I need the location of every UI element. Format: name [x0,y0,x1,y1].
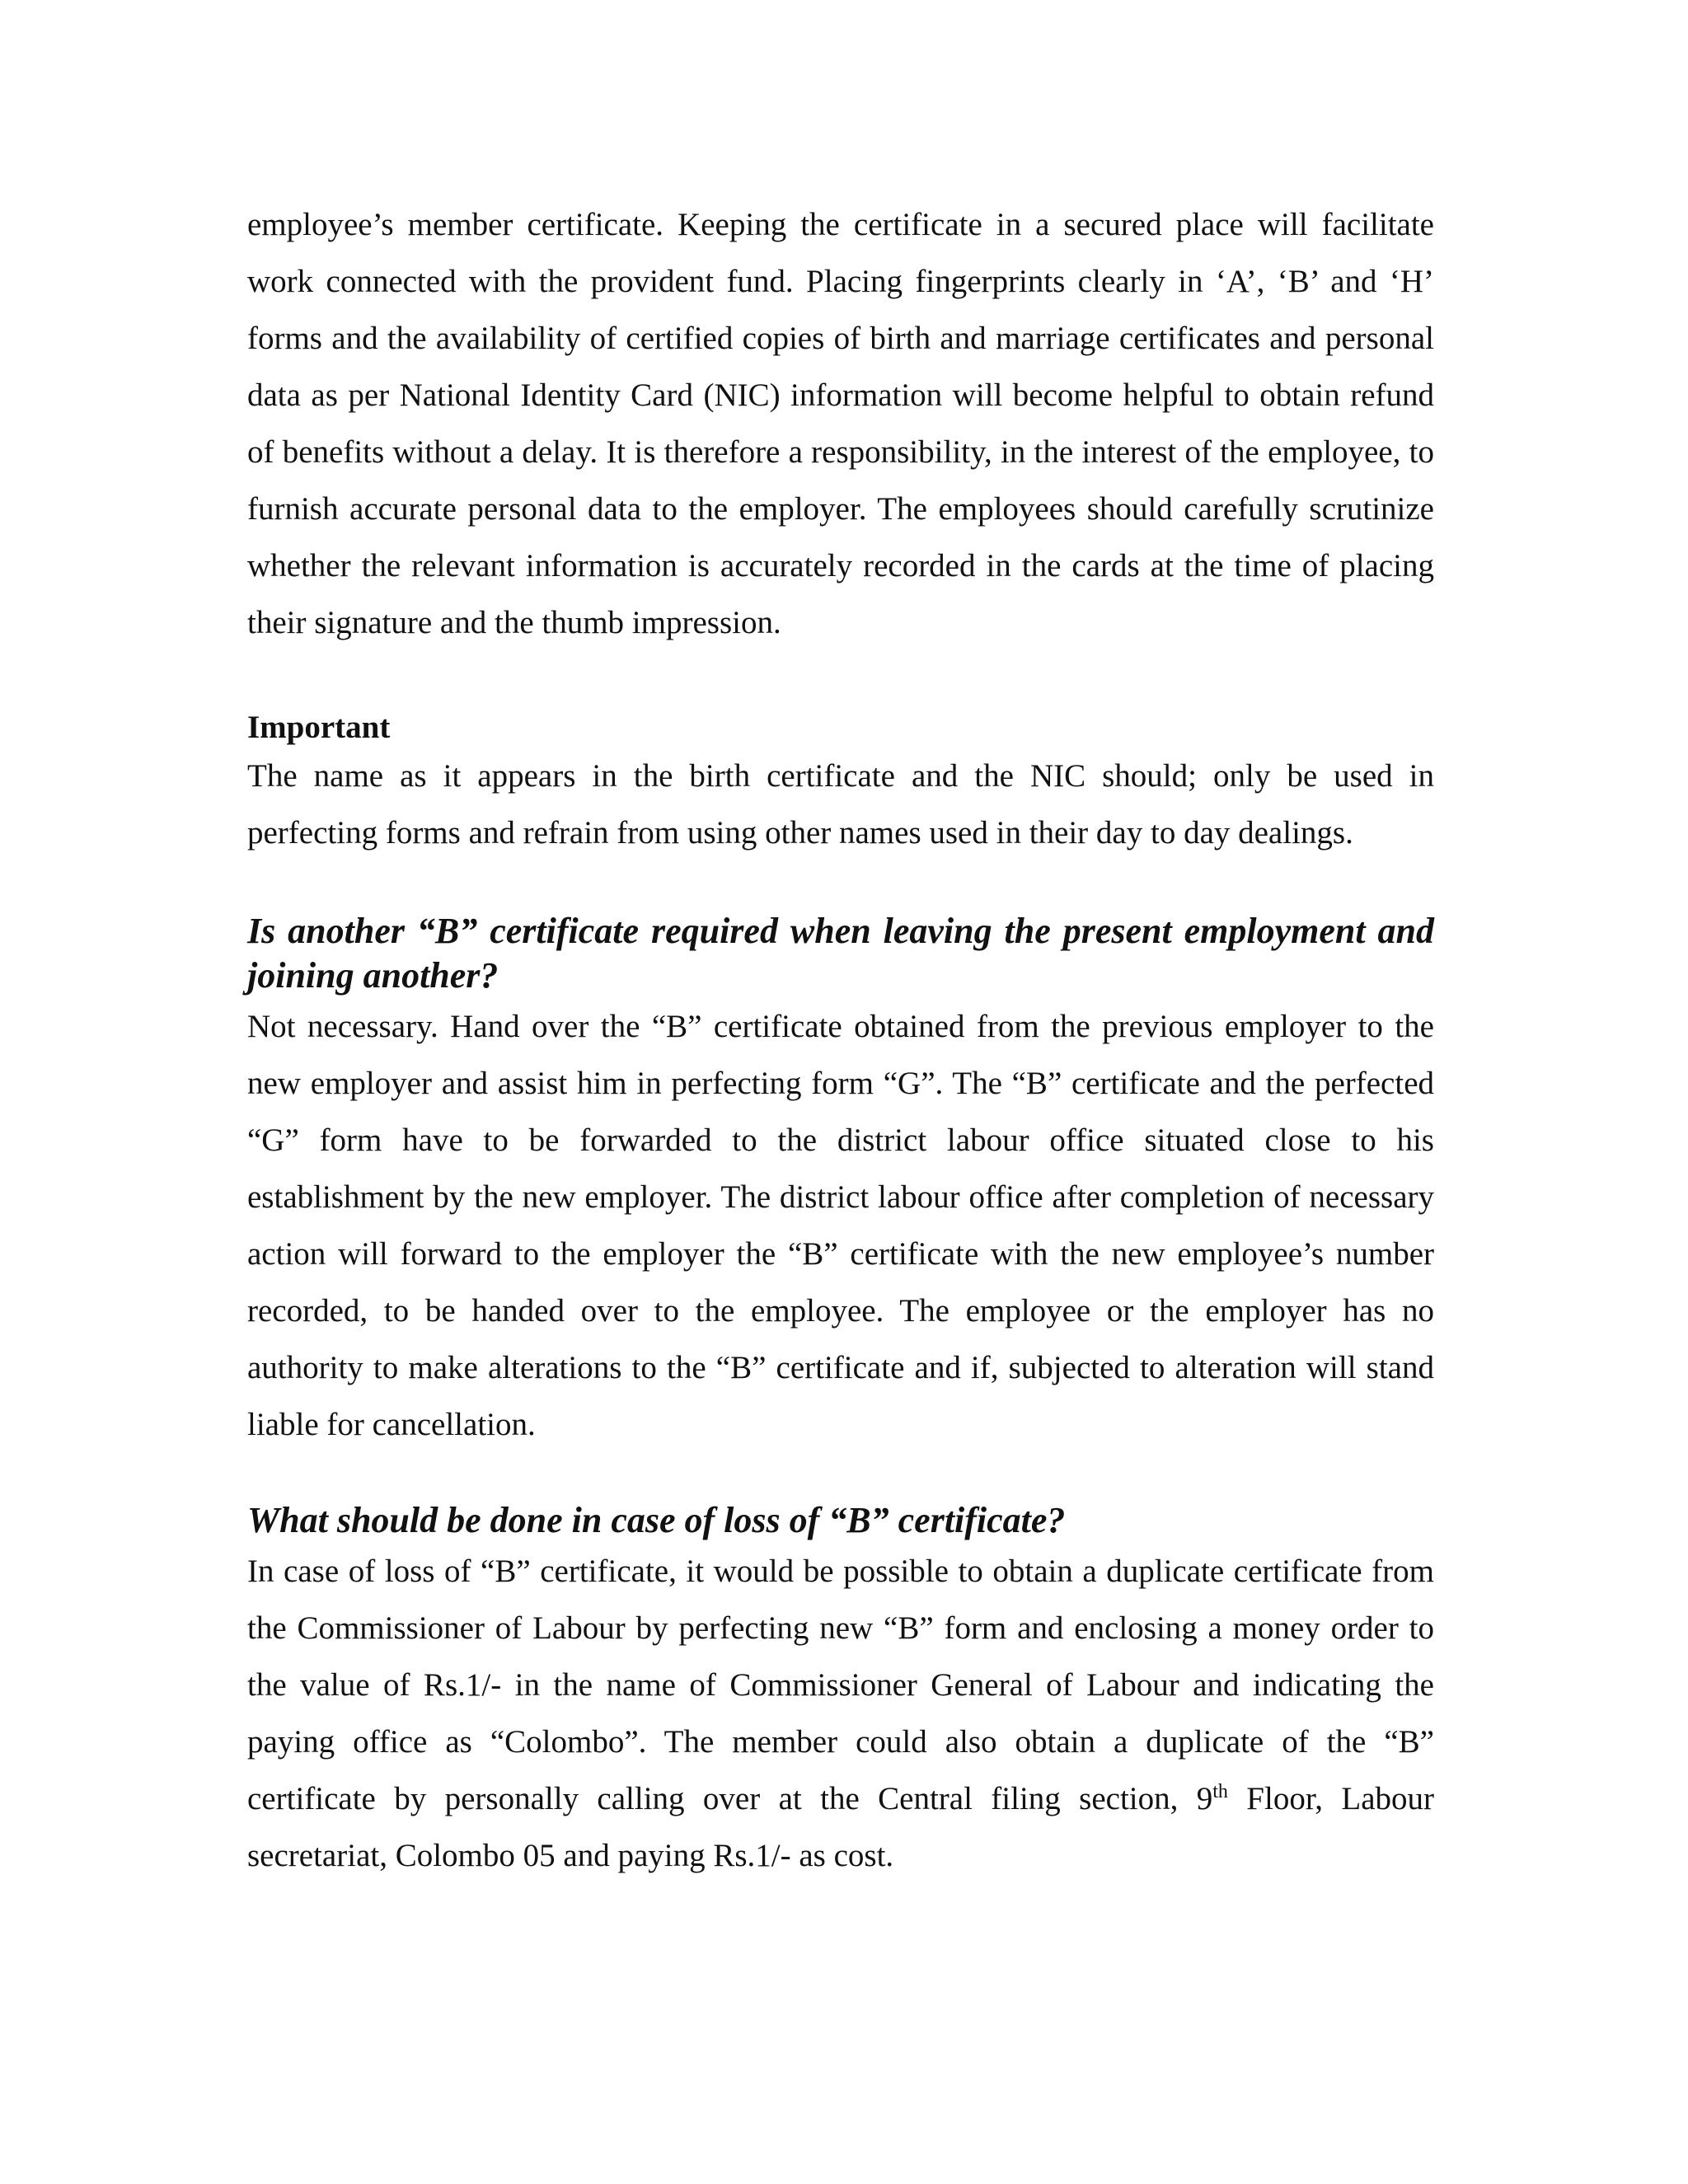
page-content [247,196,1434,1884]
important-paragraph: The name as it appears in the birth certificate and the NIC should; only be used in perfecting forms and refrain from using other names used in their day to day dealings. [247,758,1434,851]
paragraph-member-certificate: employee’s member certificate. Keeping the certificate in a secured place will facilitate work connected with the provident fund. Placing fingerprints clearly in ‘A’, ‘B’ and ‘H’ forms and the availability of certified copies of birth and marriage certificates and personal data as per National Identity Card (NIC) information will become helpful to obtain refund of benefits without a delay. It is therefore a responsibility, in the interest of the employee, to furnish accurate personal data to the employer. The employees should carefully scrutinize whether the relevant information is accurately recorded in the cards at the time of placing their signature and the thumb impression. [247,207,1434,640]
answer-another-b-certificate: Not necessary. Hand over the “B” certificate obtained from the previous employer to the new employer and assist him in perfecting form “G”. The “B” certificate and the perfected “G” form have to be forwarded to the district labour office situated close to his establishment by the new employer. The district labour office after completion of necessary action will forward to the employer the “B” certificate with the new employee’s number recorded, to be handed over to the employee. The employee or the employer has no authority to make alterations to the “B” certificate and if, subjected to alteration will stand liable for cancellation. [247,1009,1434,1442]
question-loss-of-b-certificate: What should be done in case of loss of “B” certificate? [247,1500,1066,1540]
answer-loss-text-part2: Floor, Labour secretariat, Colombo 05 and paying Rs.1/- as cost. [247,1781,1435,1873]
ordinal-superscript: th [1212,1781,1228,1802]
important-heading: Important [247,710,391,745]
answer-loss-text-part1: In case of loss of “B” certificate, it would be possible to obtain a duplicate certificate from the Commissioner of Labour by perfecting new “B” form and enclosing a money order to the value of Rs.1/- in the name of Commissioner General of Labour and indicating the paying office as “Colombo”. The member could also obtain a duplicate of the “B” certificate by personally calling over at the Central filing section, 9 [247,1554,1434,1816]
answer-loss-of-b-certificate [247,1543,1434,1884]
question-another-b-certificate: Is another “B” certificate required when leaving the present employment and joining another? [247,911,1434,996]
